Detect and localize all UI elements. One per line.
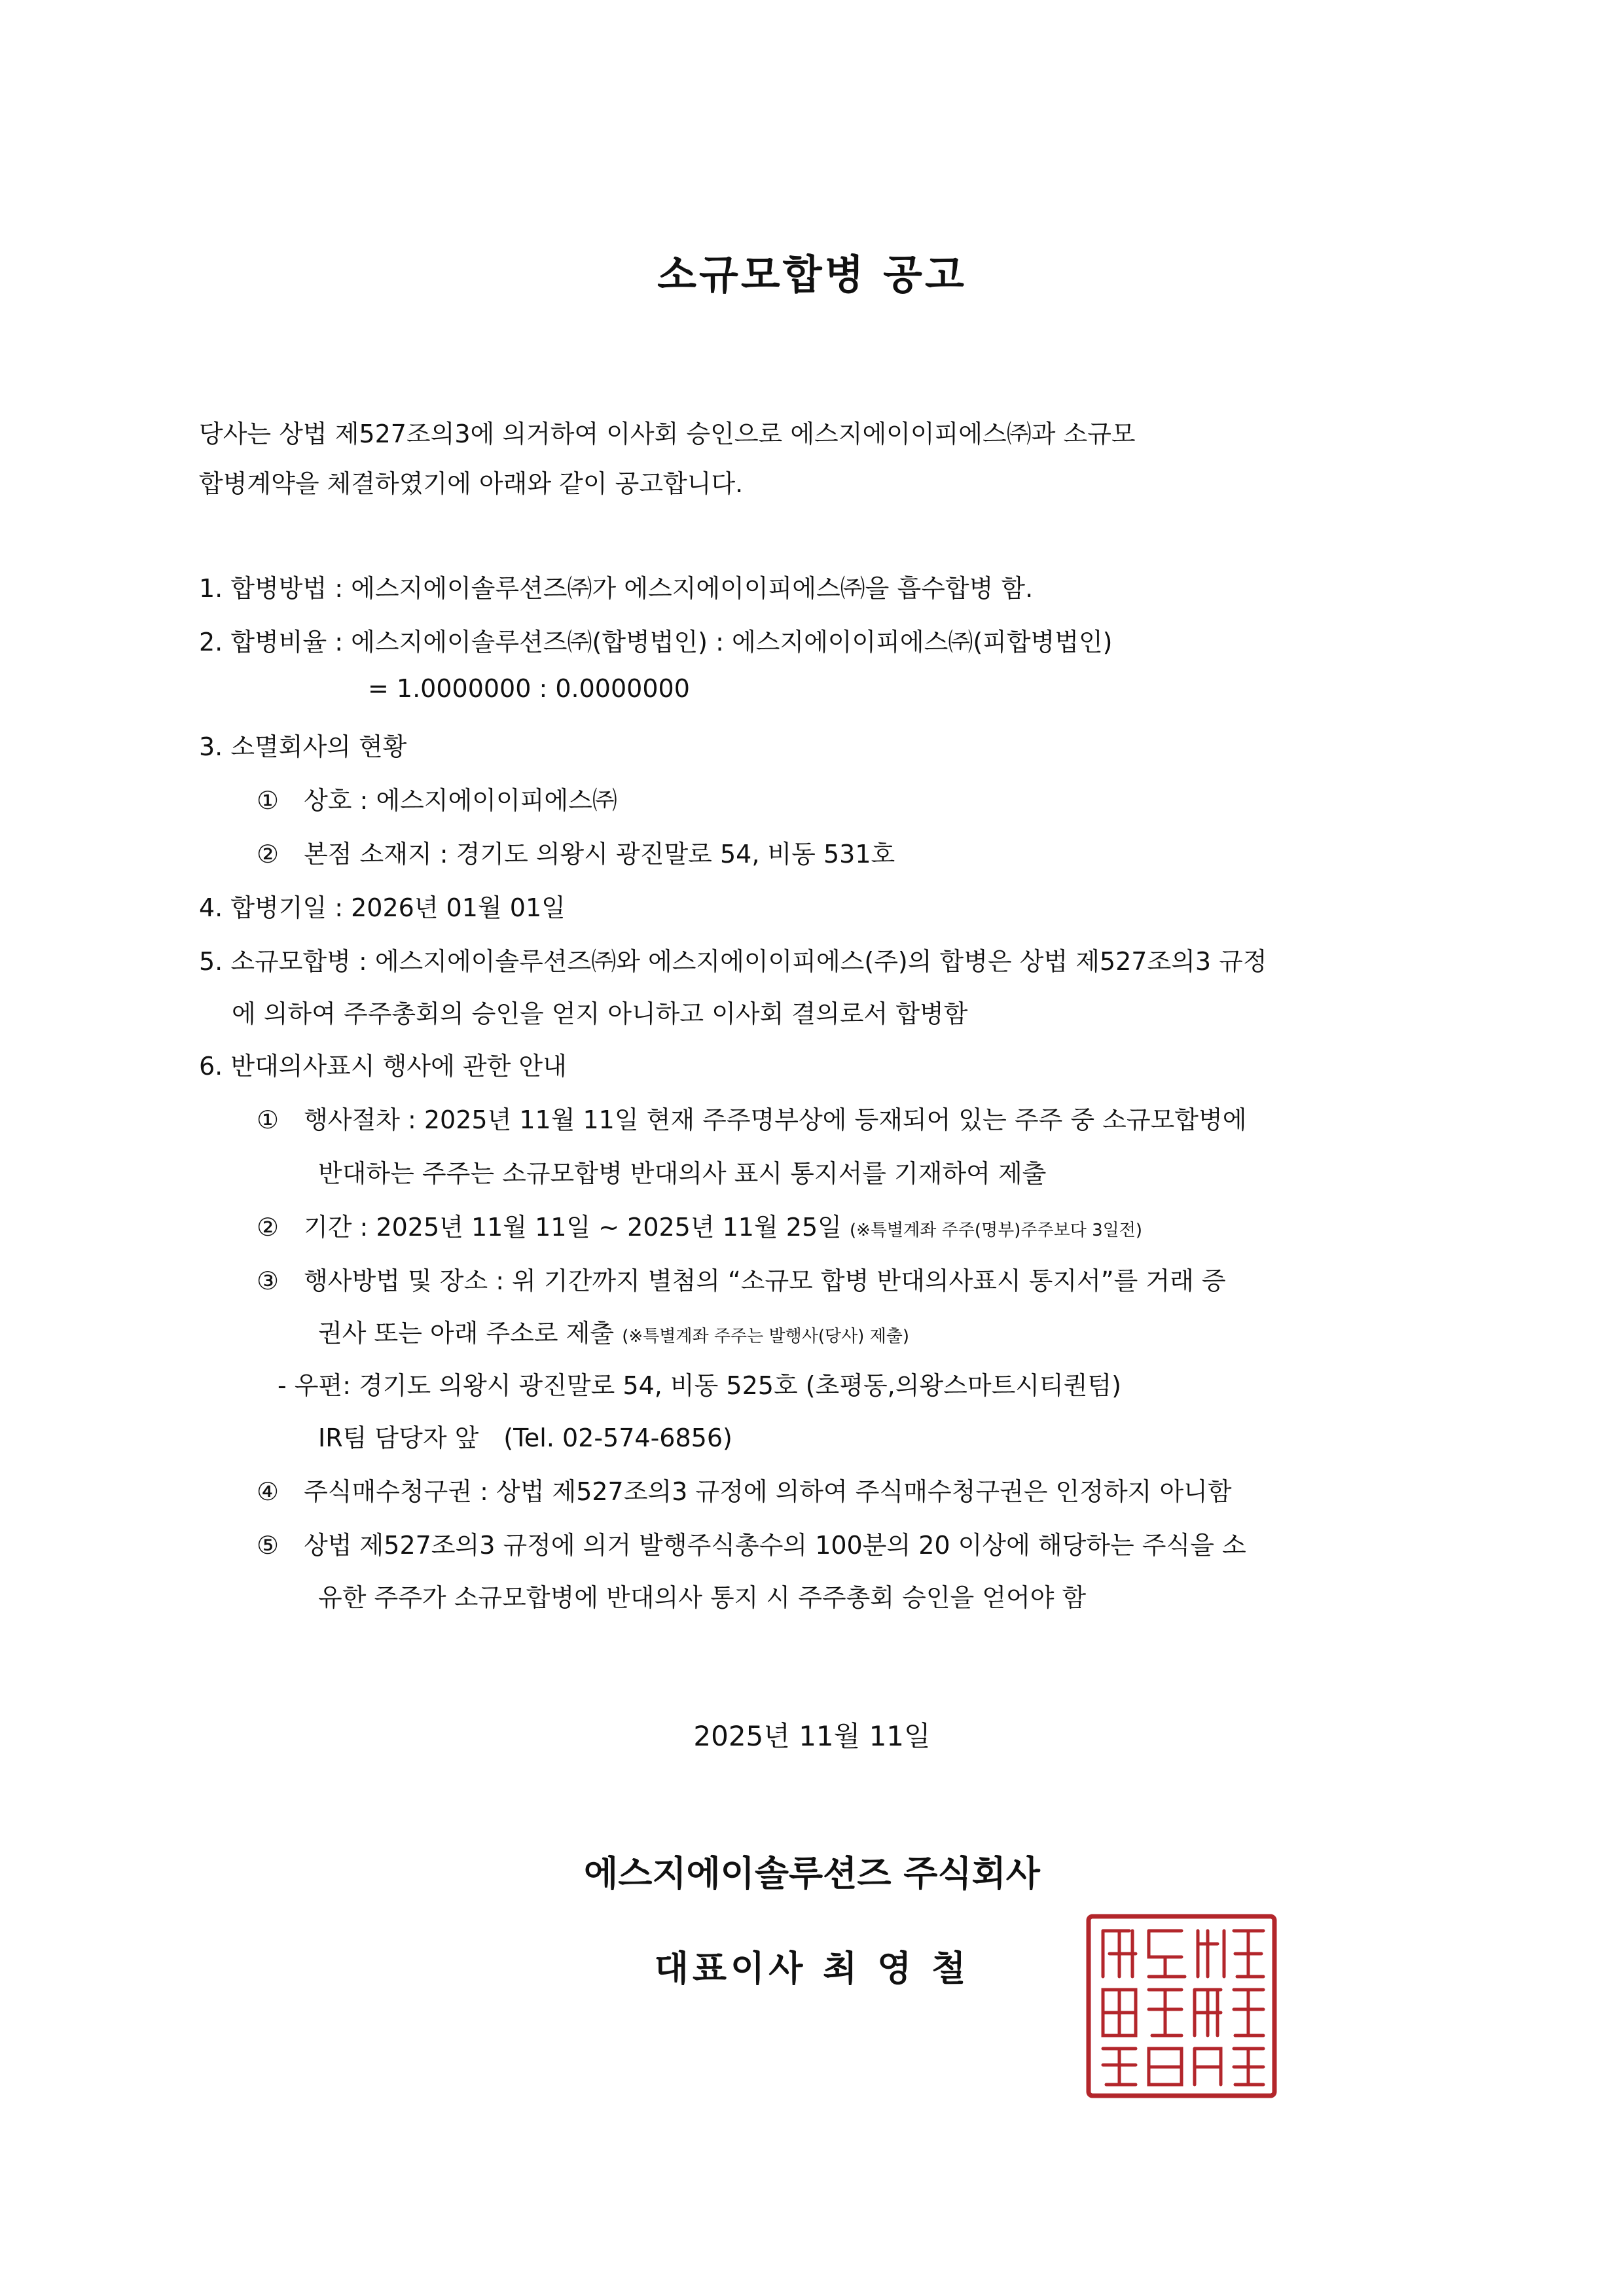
item-6-method-place-text: 권사 또는 아래 주소로 제출 xyxy=(318,1319,615,1348)
intro-line-2: 합병계약을 체결하였기에 아래와 같이 공고합니다. xyxy=(199,469,744,498)
item-1-merger-method: 1. 합병방법 : 에스지에이솔루션즈㈜가 에스지에이이피에스㈜을 흡수합병 함. xyxy=(199,574,1034,603)
item-6-method-place: ③ 행사방법 및 장소 : 위 기간까지 별첨의 “소규모 합병 반대의사표시 통지서”를 거래 증 xyxy=(257,1266,1226,1295)
company-seal xyxy=(1083,1911,1280,2101)
mail-address: - 우편: 경기도 의왕시 광진말로 54, 비동 525호 (초평동,의왕스마트시티퀀텀) xyxy=(278,1371,1121,1400)
item-6-procedure: ① 행사절차 : 2025년 11월 11일 현재 주주명부상에 등재되어 있는 주주 중 소규모합병에 xyxy=(257,1105,1247,1134)
ir-team-contact: IR팀 담당자 앞 (Tel. 02-574-6856) xyxy=(318,1424,732,1452)
item-6-period-note: (※특별계좌 주주(명부)주주보다 3일전) xyxy=(849,1221,1142,1240)
intro-line-1: 당사는 상법 제527조의3에 의거하여 이사회 승인으로 에스지에이이피에스㈜과 소규모 xyxy=(199,420,1136,448)
item-6-method-place-cont xyxy=(318,1313,909,1349)
item-6-dissent-guide: 6. 반대의사표시 행사에 관한 안내 xyxy=(199,1052,567,1081)
item-6-threshold-cont: 유한 주주가 소규모합병에 반대의사 통지 시 주주총회 승인을 얻어야 함 xyxy=(318,1583,1087,1612)
item-6-period-text: ② 기간 : 2025년 11월 11일 ~ 2025년 11월 25일 xyxy=(257,1213,842,1242)
ceo-name: 대표이사 최 영 철 xyxy=(654,1948,970,1989)
item-6-threshold: ⑤ 상법 제527조의3 규정에 의거 발행주식총수의 100분의 20 이상에 해당하는 주식을 소 xyxy=(257,1531,1246,1560)
item-6-appraisal-right: ④ 주식매수청구권 : 상법 제527조의3 규정에 의하여 주식매수청구권은 인정하지 아니함 xyxy=(257,1477,1232,1506)
item-2-merger-ratio: 2. 합병비율 : 에스지에이솔루션즈㈜(합병법인) : 에스지에이이피에스㈜(피합병법인) xyxy=(199,628,1113,656)
item-6-method-place-note: (※특별계좌 주주는 발행사(당사) 제출) xyxy=(622,1327,909,1346)
item-6-procedure-cont: 반대하는 주주는 소규모합병 반대의사 표시 통지서를 기재하여 제출 xyxy=(318,1159,1047,1188)
item-2-ratio-value: = 1.0000000 : 0.0000000 xyxy=(368,674,690,703)
item-5-small-merger: 5. 소규모합병 : 에스지에이솔루션즈㈜와 에스지에이이피에스(주)의 합병은 상법 제527조의3 규정 xyxy=(199,947,1267,976)
document-title: 소규모합병 공고 xyxy=(657,251,967,298)
item-5-small-merger-cont: 에 의하여 주주총회의 승인을 얻지 아니하고 이사회 결의로서 합병함 xyxy=(232,999,968,1028)
notice-date: 2025년 11월 11일 xyxy=(693,1720,931,1752)
item-3-dissolved-company: 3. 소멸회사의 현황 xyxy=(199,732,407,761)
item-6-period xyxy=(257,1207,1142,1243)
item-4-merger-date: 4. 합병기일 : 2026년 01월 01일 xyxy=(199,893,566,922)
item-3-trade-name: ① 상호 : 에스지에이이피에스㈜ xyxy=(257,786,617,815)
company-name: 에스지에이솔루션즈 주식회사 xyxy=(584,1853,1040,1894)
item-3-head-office: ② 본점 소재지 : 경기도 의왕시 광진말로 54, 비동 531호 xyxy=(257,840,895,869)
